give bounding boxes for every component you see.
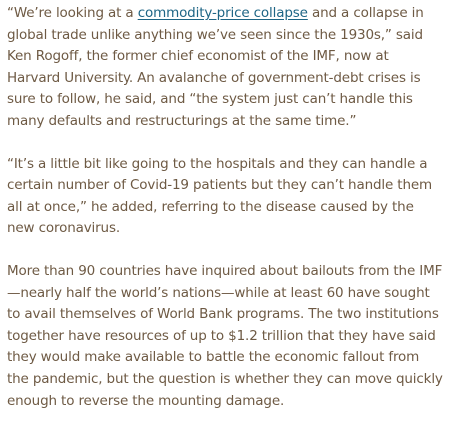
paragraph-rogoff-quote [7,3,444,133]
commodity-price-collapse-link[interactable]: commodity-price collapse [137,5,308,21]
paragraph-1-text-start: “We’re looking at a [7,5,138,21]
paragraph-1-text-end: and a collapse in global trade unlike anything we’ve seen since the 1930s,” said Ken Rogoff, the former chief economist of the IMF, now at Harvard University. An avalanche of government-debt crises is sure to follow, he said, and “the system just can’t handle this many defaults and restructurings at the same time.” [7,5,424,129]
paragraph-hospitals-quote: “It’s a little bit like going to the hospitals and they can handle a certain number of Covid-19 patients but they can’t handle them all at once,” he added, referring to the disease caused by the new coronavirus. [7,155,433,237]
paragraph-bailouts: More than 90 countries have inquired about bailouts from the IMF—nearly half the world’s nations—while at least 60 have sought to avail themselves of World Bank programs. The two institutions together have resources of up to $1.2 trillion that they have said they would make available to battle the economic fallout from the pandemic, but the question is whether they can move quickly enough to reverse the mounting damage. [7,262,443,409]
